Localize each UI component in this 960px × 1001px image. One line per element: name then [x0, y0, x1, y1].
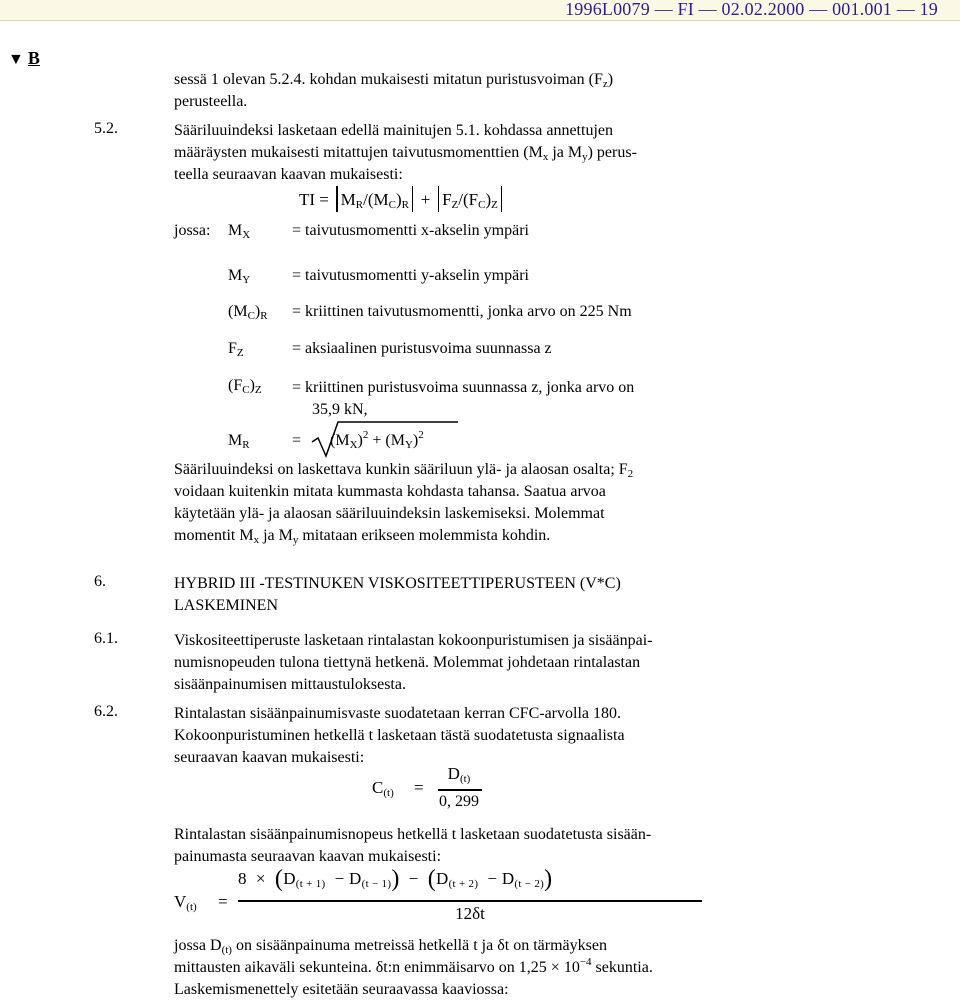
- document-header: [0, 0, 960, 21]
- formula-compression-eq: =: [414, 778, 424, 797]
- formula-compression-lhs: $C_{(t)}$: [372, 778, 394, 799]
- definition-fz: = aksiaalinen puristusvoima suunnassa z: [292, 340, 552, 357]
- formula-velocity-denominator: 12δt: [455, 904, 485, 923]
- mr-equals: =: [292, 432, 302, 449]
- section-number: 5.2.: [94, 120, 118, 137]
- section-6-heading: HYBRID III -TESTINUKEN VISKOSITEETTIPERUSTEEN (V*C) LASKEMINEN: [174, 575, 621, 614]
- section-5-2-paragraph: Sääriluuindeksi lasketaan edellä mainitujen 5.1. kohdassa annettujen määräysten mukaisesti mitattujen taivutusmomenttien ($M_x$ ja $M_y$) perus- teella seuraavan kaavan mukaisesti:: [174, 122, 637, 183]
- amendment-marker[interactable]: [8, 48, 40, 69]
- section-number: 6.1.: [94, 630, 118, 647]
- formula-velocity-lhs: $V_{(t)}$: [174, 892, 197, 913]
- where-label: jossa:: [174, 222, 211, 239]
- section-6-1-paragraph: Viskositeettiperuste lasketaan rintalastan kokoonpuristumisen ja sisäänpai- numisnopeuden tulona tiettynä hetkenä. Molemmat johdetaan rintalastan sisäänpainumisen mittaustuloksesta.: [174, 632, 653, 693]
- abs-bar: [412, 186, 414, 212]
- symbol-my: $M_Y$: [228, 267, 251, 286]
- fraction-line: [438, 789, 482, 791]
- formula-velocity-eq: =: [218, 892, 228, 911]
- symbol-mc-r: $(M_C)_R$: [228, 303, 268, 322]
- definition-mx: = taivutusmomentti x-akselin ympäri: [292, 222, 529, 239]
- fraction-line: [238, 900, 702, 902]
- definition-mc-r: = kriittinen taivutusmomentti, jonka arvo on 225 Nm: [292, 303, 632, 320]
- tibia-index-paragraph: Sääriluuindeksi on laskettava kunkin sääriluun ylä- ja alaosan osalta; $F_2$ voidaan kuitenkin mitata kummasta kohdasta tahansa. Saatua arvoa käytetään ylä- ja alaosan sääriluuindeksin laskemiseksi. Molemmat momentit $M_x$ ja $M_y$ mitataan erikseen molemmista kohdin.: [174, 461, 634, 546]
- definitions-paragraph: jossa $D_{(t)}$ on sisäänpainuma metreissä hetkellä t ja δt on tärmäyksen mittausten aikaväli sekunteina. δt:n enimmäisarvo on $1,25 \times 10^{-4}$ sekuntia. Laskemismenettely esitetään seuraavassa kaaviossa:: [174, 937, 653, 998]
- symbol-fz: $F_Z$: [228, 340, 244, 359]
- formula-tibia-index: TI = $M_R/(M_C)_R + F_Z/(F_C)_Z$: [299, 186, 505, 212]
- doc-reference: 1996L0079 — FI — 02.02.2000 — 001.001 — 19: [565, 0, 938, 19]
- formula-compression-denominator: 0, 299: [439, 793, 479, 810]
- triangle-down-icon: ▼: [8, 51, 24, 68]
- mr-expression: $(M_X)^2 + (M_Y)^2$: [330, 429, 424, 451]
- abs-bar: [336, 186, 338, 212]
- symbol-mr: $M_R$: [228, 432, 250, 451]
- abs-bar: [438, 186, 440, 212]
- symbol-mx: $M_X$: [228, 222, 251, 241]
- symbol-fc-z: $(F_C)_Z$: [228, 377, 262, 396]
- intro-paragraph: sessä 1 olevan 5.2.4. kohdan mukaisesti mitatun puristusvoiman $(F_z)$ perusteella.: [174, 71, 614, 110]
- section-number: 6.: [94, 573, 106, 590]
- formula-compression-numerator: $D_{(t)}$: [447, 764, 471, 785]
- rate-paragraph: Rintalastan sisäänpainumisnopeus hetkellä t lasketaan suodatetusta sisään- painumasta seuraavan kaavan mukaisesti:: [174, 826, 652, 865]
- definition-fc-z: = kriittinen puristusvoima suunnassa z, jonka arvo on 35,9 kN,: [292, 379, 635, 418]
- abs-bar: [501, 186, 503, 212]
- formula-velocity-numerator: $8 \times (D_{(t + 1)} - D_{(t - 1)}) - (D_{(t + 2)} - D_{(t - 2)})$: [238, 866, 553, 892]
- definition-my: = taivutusmomentti y-akselin ympäri: [292, 267, 529, 284]
- section-6-2-paragraph: Rintalastan sisäänpainumisvaste suodatetaan kerran CFC-arvolla 180. Kokoonpuristuminen hetkellä t lasketaan tästä suodatetusta signaalista seuraavan kaavan mukaisesti:: [174, 705, 625, 766]
- marker-label: B: [27, 48, 40, 68]
- section-number: 6.2.: [94, 703, 118, 720]
